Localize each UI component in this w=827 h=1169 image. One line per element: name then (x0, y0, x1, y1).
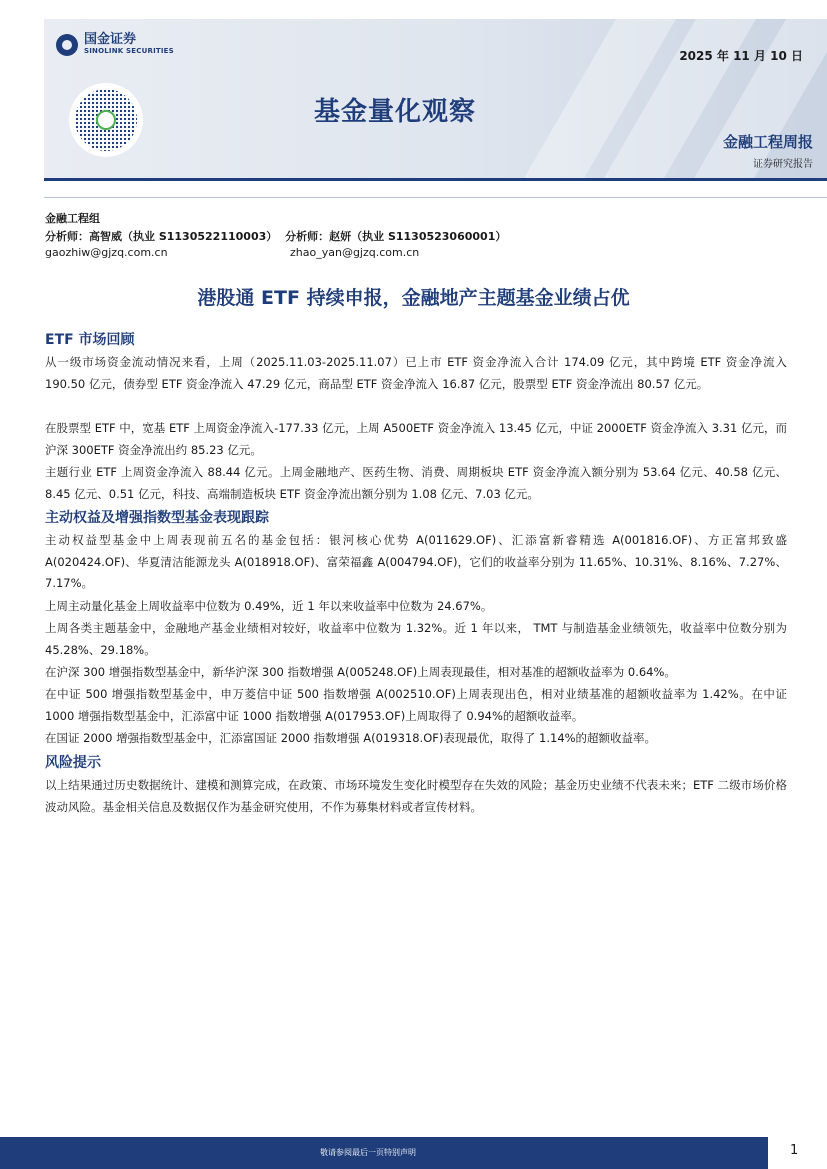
paragraph: 上周各类主题基金中，金融地产基金业绩相对较好，收益率中位数为 1.32%。近 1 年以来， TMT 与制造基金业绩领先，收益率中位数分别为 45.28%、29.18%。 (45, 621, 787, 657)
divider (44, 197, 827, 198)
footer-notice: 敬请参阅最后一页特别声明 (320, 1148, 416, 1157)
brand-logo-icon (56, 34, 78, 56)
paragraph: 在股票型 ETF 中，宽基 ETF 上周资金净流入-177.33 亿元，上周 A500ETF 资金净流入 13.45 亿元，中证 2000ETF 资金净流入 3.31 亿元，而沪深 300ETF 资金净流出约 85.23 亿元。 (45, 421, 787, 457)
email-list (45, 246, 420, 259)
header-divider (44, 178, 827, 181)
section-heading-active: 主动权益及增强指数型基金表现跟踪 (45, 510, 269, 526)
section-heading-etf: ETF 市场回顾 (45, 332, 135, 348)
paragraph: 在沪深 300 增强指数型基金中，新华沪深 300 指数增强 A(005248.OF)上周表现最佳，相对基准的超额收益率为 0.64%。 (45, 665, 676, 679)
analyst-list (45, 228, 510, 244)
brand-name-cn: 国金证券 (84, 32, 137, 47)
page-number: 1 (790, 1143, 799, 1158)
brand-logo (56, 33, 174, 56)
report-date: 2025 年 11 月 10 日 (679, 49, 803, 63)
paragraph: 主动权益型基金中上周表现前五名的基金包括：银河核心优势 A(011629.OF)、汇添富新睿精选 A(001816.OF)、方正富邦致盛 A(020424.OF)、华夏清洁能源龙头 A(018918.OF)、富荣福鑫 A(004794.OF)，它们的收益率分别为 11.65%、10.31%、8.16%、7.27%、7.17%。 (45, 533, 787, 590)
analyst-1: 分析师：高智威（执业 S1130522110003） (45, 230, 278, 243)
report-header (44, 19, 827, 181)
qr-code-icon (69, 83, 143, 157)
article-title: 港股通 ETF 持续申报，金融地产主题基金业绩占优 (197, 287, 630, 309)
paragraph: 在国证 2000 增强指数型基金中，汇添富国证 2000 指数增强 A(019318.OF)表现最优，取得了 1.14%的超额收益率。 (45, 731, 657, 745)
paragraph: 从一级市场资金流动情况来看，上周（2025.11.03-2025.11.07）已上市 ETF 资金净流入合计 174.09 亿元，其中跨境 ETF 资金净流入 190.50 亿元，债券型 ETF 资金净流入 47.29 亿元，商品型 ETF 资金净流入 16.87 亿元，股票型 ETF 资金净流出 80.57 亿元。 (45, 355, 787, 391)
analyst-2-email[interactable]: zhao_yan@gjzq.com.cn (290, 246, 420, 259)
paragraph: 在中证 500 增强指数型基金中，申万菱信中证 500 指数增强 A(002510.OF)上周表现出色，相对业绩基准的超额收益率为 1.42%。在中证 1000 增强指数型基金中，汇添富中证 1000 指数增强 A(017953.OF)上周取得了 0.94%的超额收益率。 (45, 687, 787, 723)
report-type: 证券研究报告 (753, 159, 813, 170)
analyst-1-email[interactable]: gaozhiw@gjzq.com.cn (45, 246, 168, 259)
author-group: 金融工程组 (45, 212, 100, 225)
footer-bar (0, 1137, 768, 1169)
analyst-2: 分析师：赵妍（执业 S1130523060001） (285, 230, 507, 243)
report-title: 基金量化观察 (314, 97, 477, 127)
brand-name-en: SINOLINK SECURITIES (84, 47, 174, 55)
paragraph: 上周主动量化基金上周收益率中位数为 0.49%，近 1 年以来收益率中位数为 24.67%。 (45, 599, 493, 613)
section-heading-risk: 风险提示 (45, 755, 101, 771)
report-series: 金融工程周报 (722, 133, 813, 151)
paragraph: 主题行业 ETF 上周资金净流入 88.44 亿元。上周金融地产、医药生物、消费、周期板块 ETF 资金净流入额分别为 53.64 亿元、40.58 亿元、8.45 亿元、0.51 亿元，科技、高端制造板块 ETF 资金净流出额分别为 1.08 亿元、7.03 亿元。 (45, 465, 787, 501)
paragraph: 以上结果通过历史数据统计、建模和测算完成，在政策、市场环境发生变化时模型存在失效的风险；基金历史业绩不代表未来；ETF 二级市场价格波动风险。基金相关信息及数据仅作为基金研究使用，不作为募集材料或者宣传材料。 (45, 778, 787, 814)
